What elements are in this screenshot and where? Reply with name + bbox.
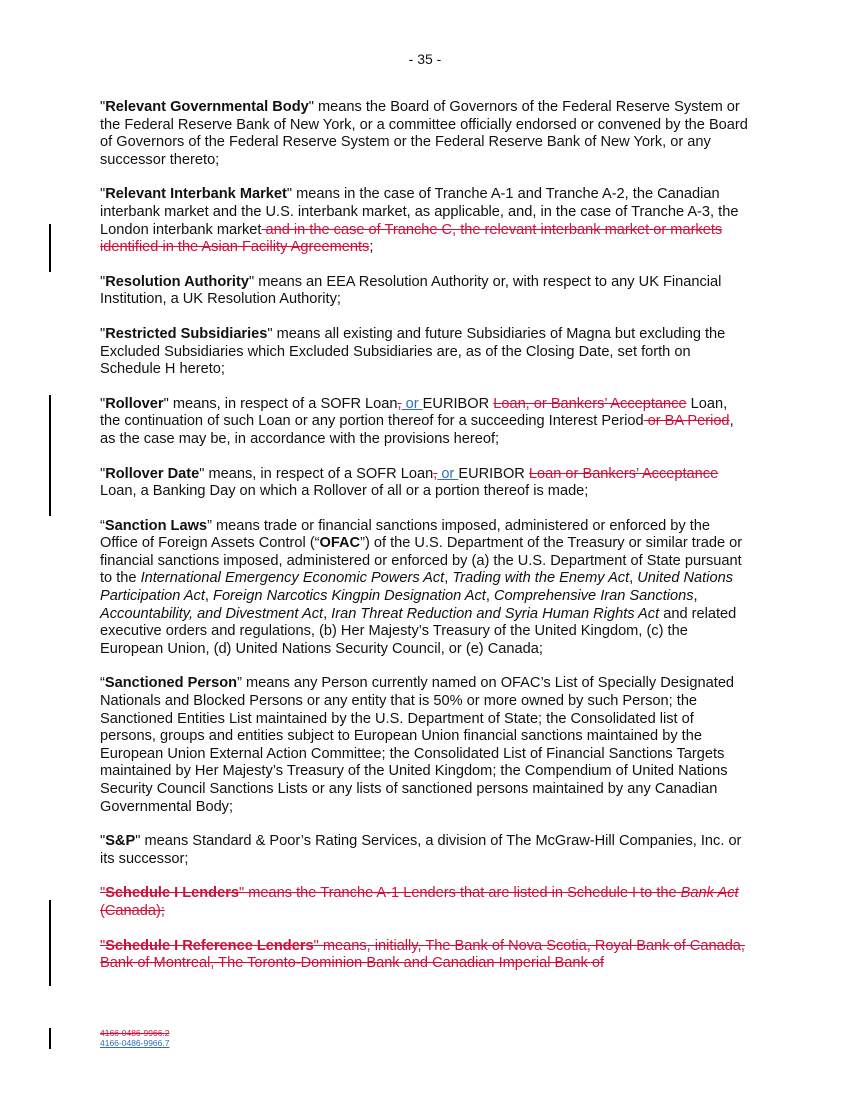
defined-term: Rollover Date [105, 465, 200, 482]
deleted-text: , [397, 395, 402, 412]
definition-relevant-interbank-market: "Relevant Interbank Market" means in the case of Tranche A-1 and Tranche A-2, the Canadian interbank market and the U.S. interbank market, as applicable, and, in the case of Tranche A-3, the London interbank market and in the case of Tranche C, the relevant interbank market or markets identified in the Asian Facility Agreements; [100, 186, 739, 256]
inserted-text: or [401, 395, 423, 412]
definition-relevant-governmental-body: "Relevant Governmental Body" means the Board of Governors of the Federal Reserve System or the Federal Reserve Bank of New York, or a committee officially endorsed or convened by the Board of Governors of the Federal Reserve System or the Federal Reserve Bank of New York, or any successor thereto; [100, 99, 748, 168]
deleted-text: , [433, 465, 438, 482]
definition-resolution-authority: "Resolution Authority" means an EEA Resolution Authority or, with respect to any UK Financial Institution, a UK Resolution Authority; [100, 273, 722, 308]
change-bar [49, 900, 51, 986]
deleted-text: Loan or Bankers’ Acceptance [528, 465, 719, 482]
definition-restricted-subsidiaries: "Restricted Subsidiaries" means all existing and future Subsidiaries of Magna but excluding the Excluded Subsidiaries which Excluded Subsidiaries are, as of the Closing Date, set forth on Schedule H hereto; [100, 325, 726, 378]
defined-term: Rollover [105, 395, 164, 412]
definition-sanctioned-person: “Sanctioned Person” means any Person currently named on OFAC’s List of Specially Designated Nationals and Blocked Persons or any entity that is 50% or more owned by such Person; the Sanctioned Entities List maintained by the U.S. Department of State; the Consolidated list of persons, groups and entities subject to European Union financial sanctions maintained by the European Union External Action Committee; the Consolidated List of Financial Sanctions Targets maintained by Her Majesty’s Treasury of the United Kingdom; the Compendium of United Nations Security Council Sanctions Lists or any lists of sanctioned persons maintained by any Canadian Governmental Body; [100, 675, 735, 815]
defined-term: S&P [105, 833, 136, 850]
defined-term: Sanctioned Person [104, 675, 238, 692]
defined-term: Relevant Interbank Market [105, 186, 287, 203]
defined-term: Schedule I Lenders [105, 885, 240, 902]
defined-term: Resolution Authority [105, 273, 249, 290]
definition-sanction-laws: “Sanction Laws” means trade or financial sanctions imposed, administered or enforced by the Office of Foreign Assets Control (“OFAC”) of the U.S. Department of the Treasury or similar trade or financial sanctions imposed, administered or enforced by (a) the U.S. Department of State pursuant to the International Emergency Economic Powers Act, Trading with the Enemy Act, United Nations Participation Act, Foreign Narcotics Kingpin Designation Act, Comprehensive Iran Sanctions, Accountability, and Divestment Act, Iran Threat Reduction and Syria Human Rights Act and related executive orders and regulations, (b) Her Majesty’s Treasury of the United Kingdom, (c) the European Union, (d) United Nations Security Council, or (e) Canada; [100, 517, 743, 657]
deleted-text: or BA Period [643, 413, 730, 430]
deleted-text: and in the case of Tranche C, the relevant interbank market or markets identified in the Asian Facility Agreements [100, 221, 723, 256]
change-bar [49, 224, 51, 272]
definition-schedule-i-reference-lenders: "Schedule I Reference Lenders" means, initially, The Bank of Nova Scotia, Royal Bank of Canada, Bank of Montreal, The Toronto-Dominion Bank and Canadian Imperial Bank of [100, 937, 745, 972]
definition-rollover: "Rollover" means, in respect of a SOFR Loan, or EURIBOR Loan, or Bankers’ Acceptance Loan, the continuation of such Loan or any portion thereof for a succeeding Interest Period or BA Period, as the case may be, in accordance with the provisions hereof; [100, 395, 734, 447]
document-body [100, 99, 748, 990]
defined-term: Relevant Governmental Body [105, 99, 309, 115]
definition-s-and-p: "S&P" means Standard & Poor’s Rating Services, a division of The McGraw-Hill Companies, Inc. or its successor; [100, 833, 742, 867]
old-document-id: 4166-0486-9966.2 [100, 1028, 170, 1038]
defined-term: Restricted Subsidiaries [105, 325, 268, 342]
new-document-id: 4166-0486-9966.7 [100, 1038, 170, 1048]
defined-term: OFAC [319, 535, 361, 552]
definition-schedule-i-lenders: "Schedule I Lenders" means the Tranche A-1 Lenders that are listed in Schedule I to the Bank Act (Canada); [100, 885, 739, 919]
defined-term: Sanction Laws [104, 517, 208, 534]
change-bar [49, 395, 51, 516]
page-number: - 35 - [408, 51, 442, 67]
defined-term: Schedule I Reference Lenders [105, 937, 314, 954]
change-bar [49, 1028, 51, 1049]
document-id-footer [100, 1028, 169, 1048]
definition-rollover-date: "Rollover Date" means, in respect of a SOFR Loan, or EURIBOR Loan or Bankers’ Acceptance Loan, a Banking Day on which a Rollover of all or a portion thereof is made; [100, 465, 719, 500]
deleted-text: Loan, or Bankers’ Acceptance [493, 395, 687, 412]
inserted-text: or [437, 465, 459, 482]
